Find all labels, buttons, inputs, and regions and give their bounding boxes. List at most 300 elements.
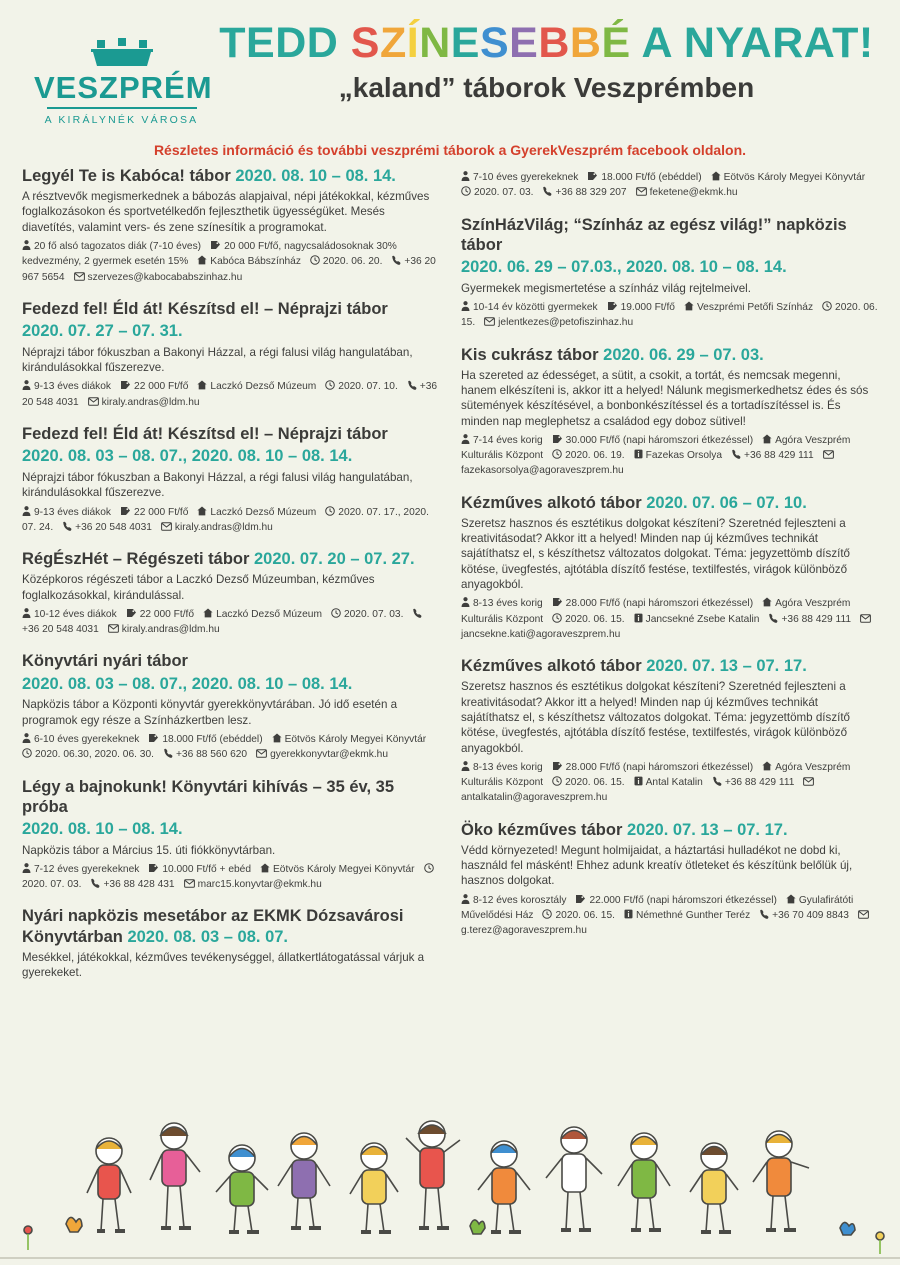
camp-meta-item — [552, 435, 753, 446]
ticket-icon — [120, 379, 131, 394]
camp-description: Néprajzi tábor fókuszban a Bakonyi Házzal, a régi falusi világ hangulatában, kirándulásokkal fűszerezve. — [22, 345, 413, 375]
camp-meta-text: 18.000 Ft/fő (ebéddel) — [601, 172, 702, 183]
camp-meta-text: 7-14 éves korig — [473, 434, 543, 446]
house-icon — [203, 607, 213, 622]
camp-meta-item — [22, 609, 117, 620]
mail-icon — [858, 908, 869, 923]
camp-meta-text: +36 88 429 111 — [781, 613, 852, 625]
clock-icon — [552, 612, 562, 627]
camp-meta-text: 20 000 Ft/fő, nagycsaládosoknak 30% kedvezmény, 2 gyermek esetén 15% — [22, 241, 397, 268]
camp-meta-text: 22 000 Ft/fő — [134, 506, 189, 518]
phone-icon — [759, 908, 769, 923]
camp-date-line: 2020. 08. 03 – 08. 07., 2020. 08. 10 – 08. 14. — [22, 447, 353, 466]
phone-icon — [768, 612, 778, 627]
camp-meta-text: +36 88 429 111 — [744, 450, 814, 462]
house-icon — [197, 254, 207, 269]
camp-meta-item — [624, 910, 750, 921]
camp-entry — [22, 166, 439, 285]
person-icon — [461, 893, 470, 908]
camp-meta-item — [325, 381, 397, 392]
ticket-icon — [607, 300, 618, 315]
camp-meta — [22, 862, 439, 893]
camp-meta-item — [22, 381, 111, 392]
camp-meta-text: 2020. 06. 20. — [322, 256, 383, 268]
camp-meta-text: 30.000 Ft/fő (napi háromszori étkezéssel) — [565, 434, 754, 446]
camp-meta-text: fazekasorsolya@agoraveszprem.hu — [461, 465, 624, 477]
person-icon — [22, 732, 31, 747]
camp-description: Napközis tábor a Március 15. úti fiókkönyvtárban. — [22, 843, 276, 857]
mail-icon — [108, 622, 119, 637]
house-icon — [762, 596, 772, 611]
camp-title-text: Legyél Te is Kabóca! tábor — [22, 167, 231, 185]
camp-meta-text: Gyulafirátóti Művelődési Ház — [461, 894, 854, 922]
camp-meta-item — [120, 507, 188, 518]
camp-entry — [22, 651, 439, 762]
title-part-6: S — [479, 19, 510, 67]
phone-icon — [391, 254, 401, 269]
person-icon — [461, 596, 470, 611]
camp-title — [22, 424, 439, 444]
page-title — [213, 19, 880, 67]
phone-icon — [62, 520, 72, 535]
camp-meta-text: +36 88 329 207 — [555, 187, 627, 199]
title-part-9: B — [569, 19, 602, 67]
camp-meta-item — [542, 910, 614, 921]
clock-icon — [822, 300, 832, 315]
clock-icon — [552, 775, 562, 790]
camp-meta — [461, 893, 878, 939]
camp-entry — [461, 493, 878, 643]
person-icon — [22, 505, 31, 520]
camp-meta-text: szervezes@kabocababszinhaz.hu — [87, 271, 243, 283]
camp-meta-item — [552, 762, 753, 773]
mail-icon — [823, 448, 834, 463]
camp-title-text: RégÉszHét – Régészeti tábor — [22, 550, 250, 569]
camp-entry — [461, 345, 878, 479]
camp-meta-text: +36 88 560 620 — [175, 749, 248, 761]
camp-meta — [461, 596, 878, 642]
camp-meta — [22, 239, 439, 285]
title-part-1: S — [350, 19, 380, 67]
camp-description: Ha szereted az édességet, a sütit, a csokit, a tortát, és nemcsak megenni, hanem elkészíteni is, akkor itt a helyed! Nálunk megismerkedhetsz édes és sós sütemények készítésével, a bonbonkészítéssel és a tortadíszítéssel is. És minden nap meglephetsz a családod egy doboz sütivel! — [461, 368, 869, 428]
camp-meta-text: 9-13 éves diákok — [34, 381, 112, 393]
camp-meta-item — [636, 187, 738, 198]
camp-meta-item — [484, 317, 633, 328]
camp-meta-item — [88, 397, 200, 408]
camp-meta-text: 22 000 Ft/fő — [134, 381, 189, 393]
camp-meta-text: jancsekne.kati@agoraveszprem.hu — [461, 628, 621, 640]
camp-meta-item — [461, 172, 578, 183]
mail-icon — [184, 877, 195, 892]
camp-meta-item — [634, 614, 760, 625]
info-line: Részletes információ és további veszprémi táborok a GyerekVeszprém facebook oldalon. — [153, 142, 747, 158]
camp-meta-item — [256, 749, 388, 760]
camp-meta-text: +36 20 548 4031 — [75, 521, 152, 533]
camp-meta-text: 10-14 év közötti gyermekek — [473, 301, 598, 313]
camp-entry — [461, 820, 878, 939]
mail-icon — [636, 185, 647, 200]
camp-meta-text: Laczkó Dezső Múzeum — [210, 381, 317, 393]
phone-icon — [163, 747, 173, 762]
clock-icon — [325, 379, 335, 394]
camp-meta-text: gyerekkonyvtar@ekmk.hu — [270, 749, 389, 761]
house-icon — [711, 170, 721, 185]
camp-meta — [461, 433, 878, 479]
camp-meta-text: 9-13 éves diákok — [34, 506, 112, 518]
camp-meta-item — [711, 172, 866, 183]
camp-title-date: 2020. 08. 10 – 08. 14. — [235, 167, 396, 185]
camp-description: Mesékkel, játékokkal, kézműves tevékenységgel, állatkertlátogatással várjuk a gyerekeket. — [22, 950, 425, 980]
mail-icon — [88, 395, 99, 410]
camp-meta-text: 2020. 07. 17., 2020. 07. 24. — [22, 506, 429, 533]
camp-meta-item — [22, 749, 154, 760]
house-icon — [260, 862, 270, 877]
camp-meta-item — [684, 302, 813, 313]
page-subtitle: „kaland” táborok Veszprémben — [338, 71, 755, 103]
camp-meta-item — [126, 609, 194, 620]
ticket-icon — [552, 760, 563, 775]
title-part-3: Í — [406, 19, 420, 67]
camp-meta-text: 6-10 éves gyerekeknek — [34, 733, 140, 745]
title-part-10: É — [601, 19, 631, 67]
camp-title-date: 2020. 06. 29 – 07. 03. — [603, 345, 764, 364]
person-icon — [22, 379, 31, 394]
phone-icon — [412, 607, 422, 622]
camp-meta-text: 22.000 Ft/fő (napi háromszori étkezéssel) — [589, 894, 777, 906]
camp-meta-text: 7-12 éves gyerekeknek — [34, 863, 140, 875]
house-icon — [762, 760, 772, 775]
camp-meta — [22, 505, 439, 536]
title-part-2: Z — [379, 19, 407, 67]
camp-meta-text: 22 000 Ft/fő — [139, 608, 195, 620]
camp-meta-item — [712, 777, 795, 788]
camp-meta-item — [461, 302, 598, 313]
ticket-icon — [575, 893, 586, 908]
camp-meta-text: +36 20 548 4031 — [22, 381, 438, 408]
house-icon — [762, 433, 772, 448]
camp-meta-text: marc15.konyvtar@ekmk.hu — [197, 879, 322, 891]
info-icon — [634, 775, 643, 790]
camp-meta-item — [634, 777, 703, 788]
title-part-8: B — [538, 19, 570, 67]
camp-entry — [461, 656, 878, 806]
phone-icon — [407, 379, 417, 394]
mail-icon — [803, 775, 814, 790]
camp-meta-text: +36 88 429 111 — [724, 777, 795, 789]
camp-meta-item — [90, 879, 174, 890]
camp-meta-item — [148, 734, 262, 745]
camp-meta — [461, 760, 878, 806]
camp-meta-item — [163, 749, 247, 760]
camp-meta-text: 18.000 Ft/fő (ebéddel) — [162, 733, 263, 745]
camp-meta-text: Kabóca Bábszínház — [210, 256, 301, 268]
camp-entry — [22, 299, 439, 410]
camp-meta-item — [461, 598, 543, 609]
clock-icon — [552, 448, 562, 463]
camp-meta-item — [161, 522, 273, 533]
house-icon — [684, 300, 694, 315]
camp-meta-item — [62, 522, 152, 533]
camp-meta-item — [542, 187, 626, 198]
camp-meta-text: 8-12 éves korosztály — [473, 894, 567, 906]
camp-meta-text: jelentkezes@petofiszinhaz.hu — [498, 317, 634, 329]
camp-title-date: 2020. 07. 20 – 07. 27. — [254, 550, 415, 569]
camp-entry — [461, 170, 878, 201]
camp-title — [22, 906, 439, 946]
clock-icon — [325, 505, 335, 520]
camp-meta-item — [552, 450, 624, 461]
camp-meta-text: Laczkó Dezső Múzeum — [216, 608, 322, 620]
camp-meta-item — [74, 272, 243, 283]
camp-meta-text: g.terez@agoraveszprem.hu — [461, 925, 587, 937]
logo-divider — [47, 107, 197, 109]
camp-title — [461, 820, 878, 840]
logo-name: VESZPRÉM — [34, 70, 213, 105]
camp-meta-text: antalkatalin@agoraveszprem.hu — [461, 792, 608, 804]
camp-meta — [22, 379, 439, 410]
camp-meta-item — [552, 598, 753, 609]
camp-description: A résztvevők megismerkednek a bábozás alapjaival, népi játékokkal, kézműves foglalkozásokon és sportvetélkedőn fejleszthetik ügyességüket. Mesés diavetítés, valamint vers- és zene színesítik a programokat. — [22, 190, 430, 234]
camp-title-text: Fedezd fel! Éld át! Készítsd el! – Néprajzi tábor — [22, 299, 388, 318]
camp-meta-text: 2020. 06.30, 2020. 06. 30. — [35, 749, 154, 761]
camp-meta-text: 2020. 07. 10. — [338, 381, 398, 393]
camp-title-text: Öko kézműves tábor — [461, 820, 623, 839]
camp-meta-item — [552, 614, 624, 625]
phone-icon — [712, 775, 722, 790]
camp-meta-text: 28.000 Ft/fő (napi háromszori étkezéssel) — [565, 761, 754, 773]
camp-meta-item — [120, 381, 188, 392]
camp-meta-item — [22, 241, 201, 252]
camp-meta-text: Jancsekné Zsebe Katalin — [645, 613, 760, 625]
camp-meta-text: feketene@ekmk.hu — [649, 187, 738, 199]
camp-meta-text: Agóra Veszprém Kulturális Központ — [461, 761, 851, 789]
person-icon — [22, 862, 31, 877]
camp-title-text: Fedezd fel! Éld át! Készítsd el! – Néprajzi tábor — [22, 425, 388, 444]
mail-icon — [74, 270, 85, 285]
clock-icon — [542, 908, 552, 923]
title-part-5: E — [450, 19, 480, 67]
camp-meta-item — [607, 302, 675, 313]
camp-description: Védd környezeted! Megunt holmijaidat, a háztartási hulladékot ne dobd ki, használd fel másként! Ehhez adunk kreatív ötleteket és készítünk belőlük új, hasznos dolgokat. — [461, 843, 853, 888]
info-icon — [634, 612, 643, 627]
camp-title — [22, 299, 439, 319]
mail-icon — [860, 612, 871, 627]
camp-meta-text: 7-10 éves gyerekeknek — [473, 172, 579, 183]
camp-date-line: 2020. 08. 03 – 08. 07., 2020. 08. 10 – 08. 14. — [22, 674, 353, 693]
camp-meta-text: Antal Katalin — [645, 777, 703, 789]
house-icon — [272, 732, 282, 747]
camp-meta-text: 10.000 Ft/fő + ebéd — [162, 863, 251, 875]
camp-meta-text: Fazekas Orsolya — [645, 450, 723, 462]
camp-title — [22, 549, 439, 569]
camp-description: Szeretsz hasznos és esztétikus dolgokat készíteni? Szeretnéd fejleszteni a kreativitásodat? Akkor itt a helyed! Minden nap új kézműves technikát sajátíthatsz el, s készíthetsz változatos dolgokat. Téma: jegyzettömb díszítő kötése, üvegfestés, ajtótábla díszítő festése, textilfestés, virágok különböző anyagokból. — [461, 516, 851, 592]
camp-title — [22, 166, 439, 186]
camp-title-text: Nyári napközis mesetábor az EKMK Dózsavárosi Könyvtárban — [22, 907, 404, 946]
camp-meta — [461, 300, 878, 331]
camp-entry — [22, 549, 439, 637]
camp-title-text: SzínHázVilág; “Színház az egész világ!” napközis tábor — [461, 215, 847, 254]
camp-title — [22, 777, 439, 817]
camp-meta-text: 19.000 Ft/fő — [620, 301, 675, 313]
title-part-7: E — [509, 19, 539, 67]
camp-title-text: Kézműves alkotó tábor — [461, 657, 642, 676]
camp-title-text: Kis cukrász tábor — [461, 345, 599, 364]
info-icon — [634, 448, 643, 463]
camp-date-line: 2020. 07. 27 – 07. 31. — [22, 322, 183, 341]
camp-meta-item — [331, 609, 403, 620]
camp-description: Néprajzi tábor fókuszban a Bakonyi Házzal, a régi falusi világ hangulatában, kirándulásokkal fűszerezve. — [22, 470, 413, 500]
camp-entry — [22, 906, 439, 980]
camp-meta-item — [552, 777, 624, 788]
camp-meta-text: +36 20 967 5654 — [22, 256, 436, 283]
ticket-icon — [120, 505, 131, 520]
house-icon — [197, 505, 207, 520]
crown-icon — [91, 38, 153, 68]
camp-meta-item — [197, 507, 316, 518]
camp-meta-item — [260, 864, 415, 875]
camp-meta-item — [22, 734, 139, 745]
ticket-icon — [126, 607, 137, 622]
title-part-11: A NYARAT! — [630, 19, 874, 67]
camp-description: Napközis tábor a Központi könyvtár gyerekkönyvtárában. Jó idő esetén a programok egy része a Színházkertben lesz. — [22, 698, 398, 727]
camp-meta-text: kiraly.andras@ldm.hu — [174, 521, 273, 533]
right-column — [461, 166, 878, 994]
camp-title-date: 2020. 07. 06 – 07. 10. — [646, 493, 807, 512]
camp-meta-text: kiraly.andras@ldm.hu — [121, 624, 220, 636]
camp-meta-text: Agóra Veszprém Kulturális Központ — [461, 598, 851, 625]
camp-description: Középkoros régészeti tábor a Laczkó Dezső Múzeumban, kézműves foglalkozásokkal, kirándulással. — [22, 573, 375, 602]
camp-date-line: 2020. 08. 10 – 08. 14. — [22, 819, 183, 838]
camp-meta-item — [575, 895, 776, 906]
camp-meta-text: 2020. 06. 15. — [565, 777, 625, 789]
mail-icon — [484, 315, 495, 330]
person-icon — [461, 170, 470, 185]
camp-meta-text: kiraly.andras@ldm.hu — [101, 396, 200, 408]
camp-meta — [22, 732, 439, 763]
camp-title — [22, 651, 439, 671]
camp-title — [461, 345, 878, 365]
camp-meta-text: 10-12 éves diákok — [34, 608, 117, 620]
camp-meta-text: 2020. 06. 15. — [555, 910, 615, 922]
camp-meta-item — [461, 435, 543, 446]
camp-meta-text: Némethné Gunther Teréz — [635, 910, 751, 922]
ticket-icon — [552, 433, 563, 448]
camp-meta-text: +36 88 428 431 — [103, 879, 175, 891]
camp-meta-item — [272, 734, 427, 745]
camp-meta-item — [634, 450, 722, 461]
camp-meta-item — [197, 256, 301, 267]
phone-icon — [731, 448, 741, 463]
camp-meta-text: Agóra Veszprém Kulturális Központ — [461, 434, 851, 462]
camp-date-line: 2020. 06. 29 – 07.03., 2020. 08. 10 – 08. 14. — [461, 257, 787, 276]
person-icon — [461, 760, 470, 775]
camp-meta-item — [148, 864, 251, 875]
camp-meta-item — [587, 172, 701, 183]
clock-icon — [461, 185, 471, 200]
clock-icon — [331, 607, 341, 622]
camp-meta — [461, 170, 878, 201]
camp-meta-text: 2020. 06. 15. — [565, 613, 625, 625]
camp-meta-text: +36 70 409 8843 — [772, 910, 849, 922]
poster-header — [0, 0, 900, 126]
camp-meta-text: Veszprémi Petőfi Színház — [696, 301, 814, 313]
camp-title — [461, 656, 878, 676]
camp-columns — [0, 166, 900, 994]
camp-title-text: Légy a bajnokunk! Könyvtári kihívás – 35 év, 35 próba — [22, 777, 395, 816]
camp-meta-item — [22, 507, 111, 518]
clock-icon — [22, 747, 32, 762]
mail-icon — [256, 747, 267, 762]
person-icon — [461, 433, 470, 448]
camp-meta-item — [184, 879, 322, 890]
clock-icon — [310, 254, 320, 269]
camp-title-text: Kézműves alkotó tábor — [461, 493, 642, 512]
house-icon — [197, 379, 207, 394]
camp-meta-text: 2020. 07. 03. — [22, 879, 82, 891]
camp-meta — [22, 607, 439, 638]
ticket-icon — [587, 170, 598, 185]
children-illustration — [0, 1090, 900, 1265]
camp-meta-text: Laczkó Dezső Múzeum — [210, 506, 317, 518]
camp-title-text: Könyvtári nyári tábor — [22, 652, 188, 671]
camp-meta-text: 2020. 06. 19. — [565, 450, 625, 462]
camp-meta-item — [731, 450, 814, 461]
camp-meta-text: Eötvös Károly Megyei Könyvtár — [284, 733, 427, 745]
camp-meta-text: 20 fő alsó tagozatos diák (7-10 éves) — [34, 241, 202, 253]
camp-meta-item — [461, 895, 566, 906]
camp-title — [461, 215, 878, 255]
camp-meta-text: Eötvös Károly Megyei Könyvtár — [273, 863, 415, 875]
camp-meta-text: 8-13 éves korig — [473, 598, 543, 610]
camp-meta-text: 8-13 éves korig — [473, 761, 543, 773]
ticket-icon — [148, 862, 159, 877]
person-icon — [461, 300, 470, 315]
phone-icon — [542, 185, 552, 200]
camp-meta-item — [203, 609, 322, 620]
camp-description: Gyermekek megismertetése a színház világ rejtelmeivel. — [461, 281, 751, 295]
veszprem-logo — [34, 22, 213, 126]
ticket-icon — [552, 596, 563, 611]
camp-meta-item — [108, 624, 220, 635]
person-icon — [22, 239, 31, 254]
ticket-icon — [148, 732, 159, 747]
camp-meta-item — [22, 864, 139, 875]
camp-meta-item — [197, 381, 316, 392]
camp-meta-text: Eötvös Károly Megyei Könyvtár — [723, 172, 866, 183]
phone-icon — [90, 877, 100, 892]
camp-meta-text: 28.000 Ft/fő (napi háromszori étkezéssel) — [565, 598, 754, 610]
camp-meta-item — [461, 187, 533, 198]
ticket-icon — [210, 239, 221, 254]
mail-icon — [161, 520, 172, 535]
camp-entry — [461, 215, 878, 331]
left-column — [22, 166, 439, 994]
logo-subtitle: A KIRÁLYNÉK VÁROSA — [44, 114, 199, 126]
camp-meta-text: +36 20 548 4031 — [22, 624, 99, 636]
camp-entry — [22, 424, 439, 535]
camp-title-date: 2020. 08. 03 – 08. 07. — [127, 927, 289, 946]
title-block — [209, 19, 880, 104]
camp-description: Szeretsz hasznos és esztétikus dolgokat készíteni? Szeretnéd fejleszteni a kreativitásodat? Akkor itt a helyed! Minden nap új kézműves technikát sajátíthatsz el, s készíthetsz változatos dolgokat. Téma: jegyzettömb díszítő kötése, üvegfestés, ajtótábla díszítő festése, textilfestés, virágok különböző anyagokból. — [461, 680, 851, 755]
camp-meta-item — [759, 910, 849, 921]
camp-meta-item — [310, 256, 382, 267]
camp-entry — [22, 777, 439, 893]
camp-meta-item — [768, 614, 851, 625]
info-icon — [624, 908, 633, 923]
camp-title-date: 2020. 07. 13 – 07. 17. — [626, 820, 788, 839]
camp-title-date: 2020. 07. 13 – 07. 17. — [646, 657, 807, 676]
camp-meta-text: 2020. 07. 03. — [343, 608, 404, 620]
